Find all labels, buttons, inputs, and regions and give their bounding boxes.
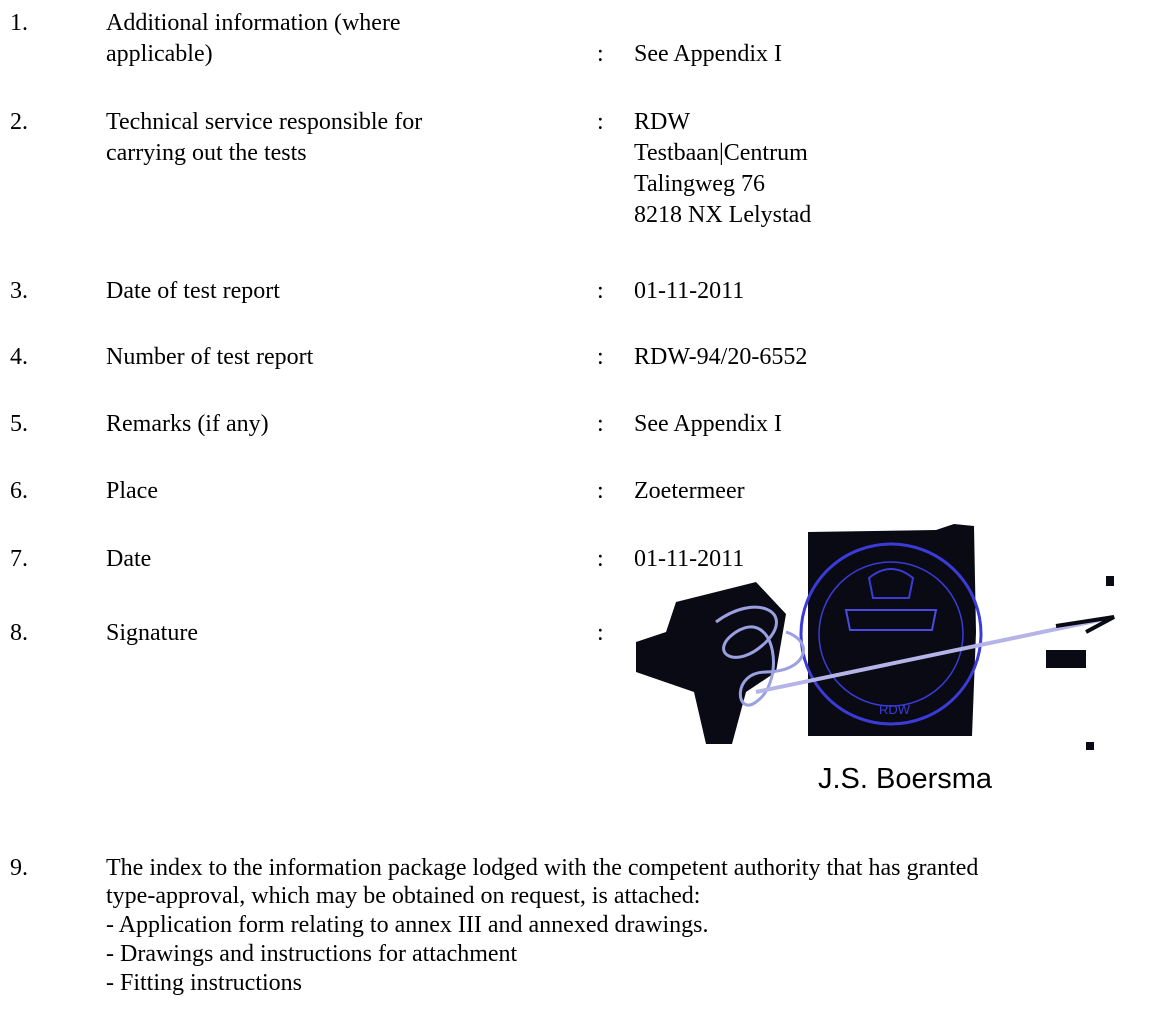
item-colon: :	[597, 620, 604, 646]
item-number: 6.	[10, 478, 28, 504]
section9-intro: The index to the information package lodged with the competent authority that has granted	[106, 855, 979, 881]
item-value: Zoetermeer	[634, 478, 745, 504]
item-number: 2.	[10, 109, 28, 135]
item-number: 9.	[10, 855, 28, 881]
scan-noise	[1106, 576, 1114, 586]
item-value: RDW-94/20-6552	[634, 344, 808, 370]
signatory-name: J.S. Boersma	[818, 763, 993, 795]
item-colon: :	[597, 278, 604, 304]
item-label: Place	[106, 478, 158, 504]
item-value: 01-11-2011	[634, 278, 745, 304]
stamp-label: RDW	[879, 702, 911, 717]
item-number: 1.	[10, 10, 28, 36]
scan-smudge	[636, 582, 786, 744]
item-number: 7.	[10, 546, 28, 572]
item-number: 4.	[10, 344, 28, 370]
item-label: Date	[106, 546, 152, 572]
item-number: 5.	[10, 411, 28, 437]
item-number: 3.	[10, 278, 28, 304]
item-label: Number of test report	[106, 344, 314, 370]
item-colon: :	[597, 41, 604, 67]
scan-noise	[1086, 742, 1094, 750]
list-item: - Application form relating to annex III and annexed drawings.	[106, 912, 709, 938]
list-item: - Fitting instructions	[106, 970, 303, 996]
item-label: Signature	[106, 620, 198, 646]
item-value: See Appendix I	[634, 41, 782, 67]
item-colon: :	[597, 109, 604, 135]
item-value: RDW Testbaan|Centrum Talingweg 76 8218 NX Lelystad	[634, 109, 812, 228]
item-value: See Appendix I	[634, 411, 782, 437]
item-number: 8.	[10, 620, 28, 646]
item-colon: :	[597, 344, 604, 370]
item-label: Technical service responsible for carrying out the tests	[106, 109, 423, 166]
item-colon: :	[597, 411, 604, 437]
scan-noise	[1046, 650, 1086, 668]
item-label: Additional information (where applicable)	[106, 10, 401, 67]
item-colon: :	[597, 546, 604, 572]
list-item: - Drawings and instructions for attachment	[106, 941, 518, 967]
item-value: 01-11-2011	[634, 546, 745, 572]
section9-body: type-approval, which may be obtained on request, is attached: - Application form relating to annex III and annexed drawings. - Drawings and instructions for attachment - Fitting instructions	[106, 882, 1166, 998]
item-label: Remarks (if any)	[106, 411, 269, 437]
item-label: Date of test report	[106, 278, 280, 304]
item-colon: :	[597, 478, 604, 504]
